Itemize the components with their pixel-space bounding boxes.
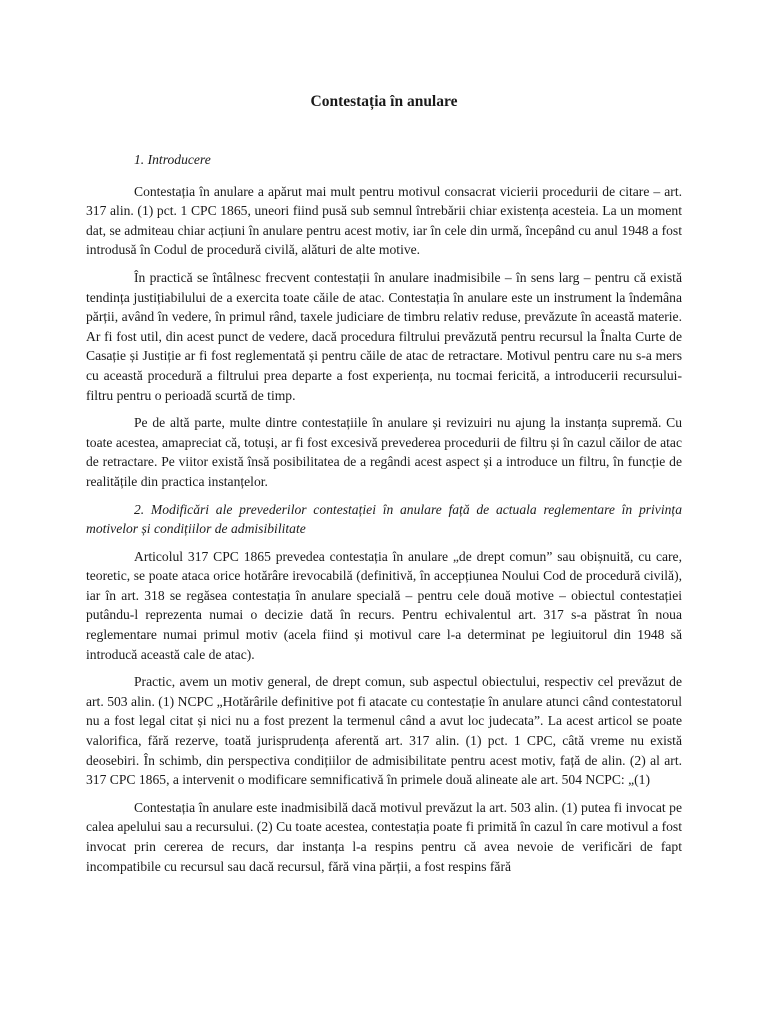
paragraph: În practică se întâlnesc frecvent contestații în anulare inadmisibile – în sens larg – pentru că există tendința justițiabilului de a exercita toate căile de atac. Contestația în anulare este un instrument la îndemâna părții, având în vedere, în primul rând, taxele judiciare de timbru relativ reduse, prevăzute în această materie. Ar fi fost util, din acest punct de vedere, dacă procedura filtrului prevăzută pentru recursul la Înalta Curte de Casație și Justiție ar fi fost reglementată și pentru căile de atac de retractare. Motivul pentru care nu s-a mers cu această procedură a filtrului prea departe a fost experiența, nu tocmai fericită, a introducerii recursului-filtru pentru o perioadă scurtă de timp.	[86, 269, 682, 403]
page-title: Contestația în anulare	[310, 93, 458, 110]
paragraph: Practic, avem un motiv general, de drept comun, sub aspectul obiectului, respectiv cel prevăzut de art. 503 alin. (1) NCPC „Hotărârile definitive pot fi atacate cu contestație în anulare atunci când contestatorul nu a fost legal citat și nici nu a fost prezent la termenul când a avut loc judecata”. La acest articol se poate valorifica, fără rezerve, toată jurisprudența aferentă art. 317 alin. (1) pct. 1 CPC, câtă vreme nu există deosebiri. În schimb, din perspectiva condițiilor de admisibilitate pentru acest motiv, față de alin. (2) al art. 317 CPC 1865, a intervenit o modificare semnificativă în primele două alineate ale art. 504 NCPC: „(1)	[86, 674, 682, 788]
document-body	[86, 150, 682, 884]
section-heading-modificari: 2. Modificări ale prevederilor contestației în anulare față de actuala reglementare în privința motivelor și condițiilor de admisibilitate	[86, 501, 682, 537]
paragraph: Contestația în anulare a apărut mai mult pentru motivul consacrat vicierii procedurii de citare – art. 317 alin. (1) pct. 1 CPC 1865, uneori fiind pusă sub semnul întrebării chiar existența acesteia. La un moment dat, se admiteau chiar acțiuni în anulare pentru acest motiv, iar în cele din urmă, începând cu anul 1948 a fost introdusă în Codul de procedură civilă, alături de alte motive.	[86, 183, 682, 258]
paragraph: Articolul 317 CPC 1865 prevedea contestația în anulare „de drept comun” sau obișnuită, cu care, teoretic, se poate ataca orice hotărâre irevocabilă (definitivă, în accepțiunea Noului Cod de procedură civilă), iar în art. 318 se regăsea contestația în anulare specială – pentru cele două motive – obiectul contestației putându-l reprezenta numai o decizie dată în recurs. Pentru echivalentul art. 317 s-a păstrat în noua reglementare numai primul motiv (acela fiind și motivul care l-a determinat pe legiuitorul din 1948 să introducă această cale de atac).	[86, 548, 682, 662]
section-heading-introducere: 1. Introducere	[134, 152, 211, 167]
paragraph: Pe de altă parte, multe dintre contestațiile în anulare și revizuiri nu ajung la instanța supremă. Cu toate acestea, amapreciat că, totuși, ar fi fost excesivă prevederea procedurii de filtru și în cazul căilor de atac de retractare. Pe viitor există însă posibilitatea de a regândi acest aspect și a introduce un filtru, în funcție de realitățile din practica instanțelor.	[86, 415, 682, 489]
paragraph: Contestația în anulare este inadmisibilă dacă motivul prevăzut la art. 503 alin. (1) putea fi invocat pe calea apelului sau a recursului. (2) Cu toate acestea, contestația poate fi primită în cazul în care motivul a fost invocat prin cererea de recurs, dar instanța l-a respins pentru că avea nevoie de verificări de fapt incompatibile cu recursul sau dacă recursul, fără vina părții, a fost respins fără	[86, 799, 682, 874]
